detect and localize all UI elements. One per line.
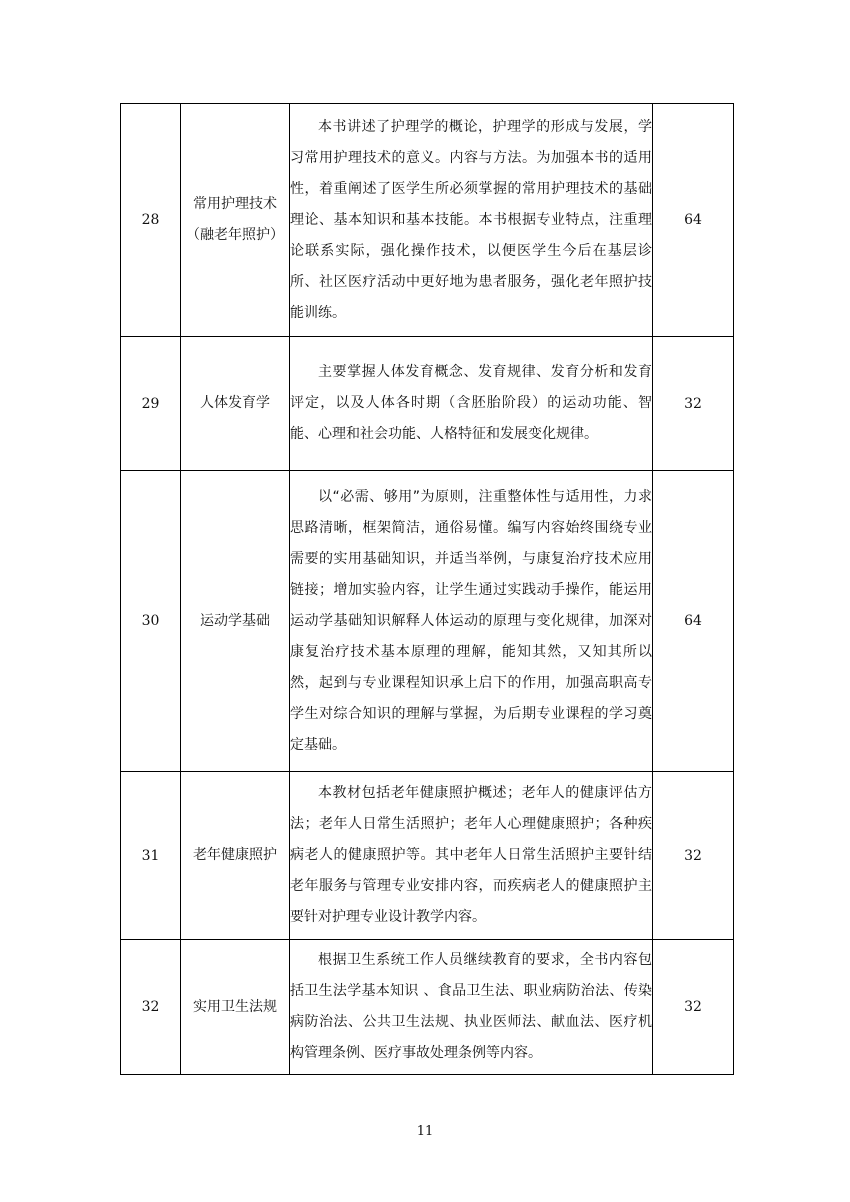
course-hours: 32 [653,337,734,471]
course-name: 常用护理技术（融老年照护） [181,104,290,337]
course-number: 32 [121,940,181,1075]
course-number: 31 [121,772,181,940]
course-description: 以“必需、够用”为原则，注重整体性与适用性，力求思路清晰，框架简洁，通俗易懂。编写内容始终围绕专业需要的实用基础知识，并适当举例，与康复治疗技术应用链接；增加实验内容，让学生通过实践动手操作，能运用运动学基础知识解释人体运动的原理与变化规律，加深对康复治疗技术基本原理的理解，能知其然，又知其所以然，起到与专业课程知识承上启下的作用，加强高职高专学生对综合知识的理解与掌握，为后期专业课程的学习奠定基础。 [290,471,653,772]
course-number: 28 [121,104,181,337]
course-name: 运动学基础 [181,471,290,772]
page-number: 11 [416,1124,434,1139]
course-table [120,103,734,1075]
course-hours: 64 [653,471,734,772]
course-description: 根据卫生系统工作人员继续教育的要求，全书内容包括卫生法学基本知识 、食品卫生法、职业病防治法、传染病防治法、公共卫生法规、执业医师法、献血法、医疗机构管理条例、医疗事故处理条例等内容。 [290,940,653,1075]
table-row [121,104,734,337]
course-hours: 32 [653,772,734,940]
course-description: 主要掌握人体发育概念、发育规律、发育分析和发育评定，以及人体各时期（含胚胎阶段）的运动功能、智能、心理和社会功能、人格特征和发展变化规律。 [290,337,653,471]
table-row [121,772,734,940]
course-description: 本书讲述了护理学的概论，护理学的形成与发展，学习常用护理技术的意义。内容与方法。为加强本书的适用性，着重阐述了医学生所必须掌握的常用护理技术的基础理论、基本知识和基本技能。本书根据专业特点，注重理论联系实际，强化操作技术，以便医学生今后在基层诊所、社区医疗活动中更好地为患者服务，强化老年照护技能训练。 [290,104,653,337]
course-name: 实用卫生法规 [181,940,290,1075]
course-name: 人体发育学 [181,337,290,471]
table-row [121,337,734,471]
course-hours: 32 [653,940,734,1075]
table-row [121,940,734,1075]
course-description: 本教材包括老年健康照护概述；老年人的健康评估方法；老年人日常生活照护；老年人心理健康照护；各种疾病老人的健康照护等。其中老年人日常生活照护主要针结老年服务与管理专业安排内容，而疾病老人的健康照护主要针对护理专业设计教学内容。 [290,772,653,940]
course-hours: 64 [653,104,734,337]
course-name: 老年健康照护 [181,772,290,940]
course-number: 29 [121,337,181,471]
table-row [121,471,734,772]
course-number: 30 [121,471,181,772]
